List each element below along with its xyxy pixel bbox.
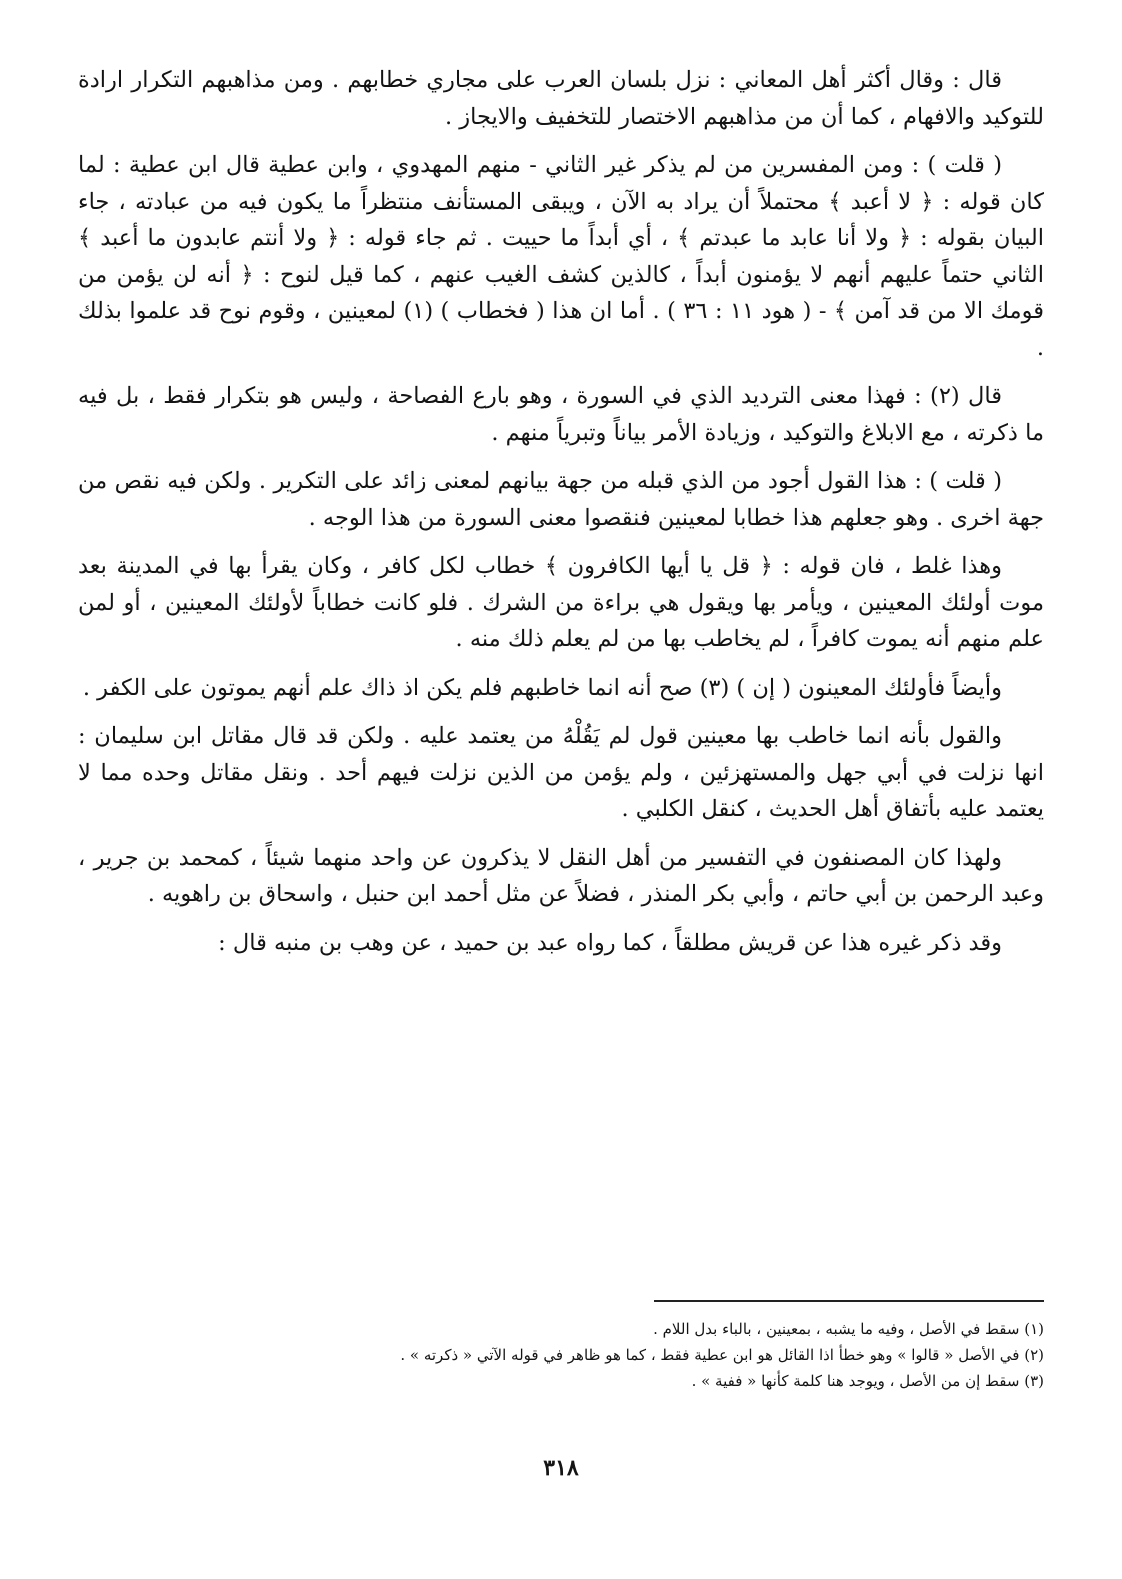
paragraph-9: وقد ذكر غيره هذا عن قريش مطلقاً ، كما رواه عبد بن حميد ، عن وهب بن منبه قال :	[218, 929, 1002, 956]
paragraph-7: والقول بأنه انما خاطب بها معينين قول لم يَقُلْهُ من يعتمد عليه . ولكن قد قال مقاتل ابن سليمان : انها نزلت في أبي جهل والمستهزئين ، ولم يؤمن من الذين نزلت فيهم أحد . ونقل مقاتل وحده مما لا يعتمد عليه بأتفاق أهل الحديث ، كنقل الكلبي .	[78, 723, 1044, 822]
footnotes	[78, 1300, 1044, 1394]
paragraph-2: ( قلت ) : ومن المفسرين من لم يذكر غير الثاني - منهم المهدوي ، وابن عطية قال ابن عطية : لما كان قوله : ﴿ لا أعبد ﴾ محتملاً أن يراد به الآن ، ويبقى المستأنف منتظراً ما يكون فيه من عبادته ، جاء البيان بقوله : ﴿ ولا أنا عابد ما عبدتم ﴾ ، أي أبداً ما حييت . ثم جاء قوله : ﴿ ولا أنتم عابدون ما أعبد ﴾ الثاني حتماً عليهم أنهم لا يؤمنون أبداً ، كالذين كشف الغيب عنهم ، كما قيل لنوح : ﴿ أنه لن يؤمن من قومك الا من قد آمن ﴾ - ( هود ١١ : ٣٦ ) . أما ان هذا ( فخطاب ) (١) لمعينين ، وقوم نوح قد علموا بذلك .	[78, 152, 1044, 361]
paragraph-4: ( قلت ) : هذا القول أجود من الذي قبله من جهة بيانهم لمعنى زائد على التكرير . ولكن فيه نقص من جهة اخرى . وهو جعلهم هذا خطابا لمعينين فنقصوا معنى السورة من هذا الوجه .	[78, 468, 1044, 531]
footnote-2: (٢) في الأصل « قالوا » وهو خطأ اذا القائل هو ابن عطية فقط ، كما هو ظاهر في قوله الآتي « ذكرته » .	[400, 1346, 1044, 1364]
page-number: ٣١٨	[543, 1455, 579, 1481]
paragraph-6: وأيضاً فأولئك المعينون ( إن ) (٣) صح أنه انما خاطبهم فلم يكن اذ ذاك علم أنهم يموتون على الكفر .	[82, 674, 1002, 701]
footnote-1: (١) سقط في الأصل ، وفيه ما يشبه ، بمعينين ، بالباء بدل اللام .	[653, 1320, 1044, 1338]
paragraph-5: وهذا غلط ، فان قوله : ﴿ قل يا أيها الكافرون ﴾ خطاب لكل كافر ، وكان يقرأ بها في المدينة بعد موت أولئك المعينين ، ويأمر بها ويقول هي براءة من الشرك . فلو كانت خطاباً لأولئك المعينين ، أو لمن علم منهم أنه يموت كافراً ، لم يخاطب بها من لم يعلم ذلك منه .	[78, 553, 1044, 652]
footnote-3: (٣) سقط إن من الأصل ، ويوجد هنا كلمة كأنها « ففية » .	[691, 1372, 1044, 1390]
footnote-divider	[654, 1300, 1044, 1302]
paragraph-1: قال : وقال أكثر أهل المعاني : نزل بلسان العرب على مجاري خطابهم . ومن مذاهبهم التكرار ارادة للتوكيد والافهام ، كما أن من مذاهبهم الاختصار للتخفيف والايجاز .	[78, 67, 1044, 130]
main-text	[78, 62, 1044, 961]
paragraph-3: قال (٢) : فهذا معنى الترديد الذي في السورة ، وهو بارع الفصاحة ، وليس هو بتكرار فقط ، بل فيه ما ذكرته ، مع الابلاغ والتوكيد ، وزيادة الأمر بياناً وتبرياً منهم .	[78, 383, 1044, 446]
paragraph-8: ولهذا كان المصنفون في التفسير من أهل النقل لا يذكرون عن واحد منهما شيئاً ، كمحمد بن جرير ، وعبد الرحمن بن أبي حاتم ، وأبي بكر المنذر ، فضلاً عن مثل أحمد ابن حنبل ، واسحاق بن راهويه .	[78, 844, 1044, 907]
